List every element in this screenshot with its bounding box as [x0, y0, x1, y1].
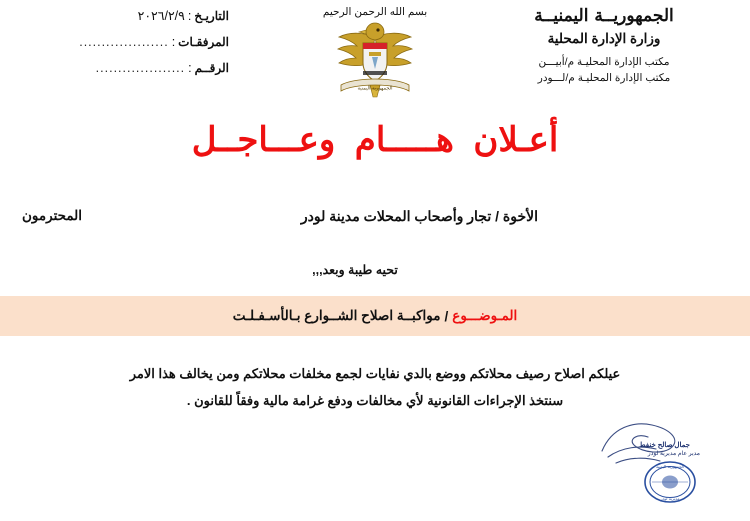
greeting-text: تحيه طيبة وبعد,,, — [312, 263, 398, 277]
document-header — [0, 0, 750, 112]
svg-text:مديرية لودر: مديرية لودر — [660, 496, 680, 501]
subject-band — [0, 296, 750, 336]
subject-label: المـوضـــوع — [452, 308, 518, 323]
yemen-eagle-emblem-icon — [329, 19, 421, 103]
signature-name: جمال صالح خنفط — [639, 442, 690, 449]
attachments-label: المرفقـات — [178, 35, 229, 49]
ministry-header-block — [474, 6, 734, 88]
body-line-1: عيلكم اصلاح رصيف محلاتكم ووضع بالدي نفايات لجمع مخلفات محلاتكم ومن يخالف هذا الامر — [129, 366, 621, 381]
body-text — [0, 360, 750, 415]
office-line-abyan: مكتب الإدارة المحليـة م/أبيـــن — [538, 56, 670, 68]
subject-text: مواكبــة اصلاح الشــوارع بـالأسـفـلـت — [232, 308, 441, 323]
official-round-stamp-icon — [642, 459, 698, 505]
body-line-2: سنتخذ الإجراءات القانونية لأي مخالفات ودفع غرامة مالية وفقاً للقانون . — [186, 393, 564, 409]
svg-text:الجمهورية اليمنية: الجمهورية اليمنية — [357, 85, 393, 92]
meta-separator: : — [187, 9, 192, 23]
meta-separator: : — [171, 35, 176, 49]
meta-row-number — [14, 61, 229, 75]
meta-separator: : — [188, 61, 192, 75]
document-meta-block — [14, 8, 229, 87]
ministry-name: وزارة الإدارة المحلية — [547, 31, 661, 46]
signature-block — [578, 417, 728, 505]
number-label: الرقــم — [194, 61, 229, 75]
date-label: التاريـخ — [194, 9, 229, 23]
meta-row-attachments — [14, 35, 229, 49]
date-value: ٢٠٢٦/٢/٩ — [137, 9, 185, 23]
signature-role: مدير عام مديرية لودر — [647, 451, 700, 457]
announcement-headline: أعـلان هـــــام وعـــاجــل — [191, 121, 559, 159]
attachments-value: .................... — [79, 35, 169, 49]
headline-container — [0, 120, 750, 160]
addressee-row — [0, 208, 750, 225]
addressee-text: الأخوة / تجار وأصحاب المحلات مدينة لودر — [300, 208, 538, 224]
meta-row-date — [14, 8, 229, 23]
respect-text: المحترمون — [22, 208, 83, 223]
republic-title: الجمهوريــة اليمنيــة — [534, 6, 674, 26]
basmala-text: بسم الله الرحمن الرحيم — [322, 6, 428, 18]
number-value: .................... — [95, 61, 186, 75]
svg-text:الجمهورية اليمنية: الجمهورية اليمنية — [655, 464, 685, 469]
office-line-lawdar: مكتب الإدارة المحليـة م/لـــودر — [537, 72, 671, 84]
center-header-block — [250, 6, 500, 103]
subject-separator: / — [444, 308, 449, 324]
